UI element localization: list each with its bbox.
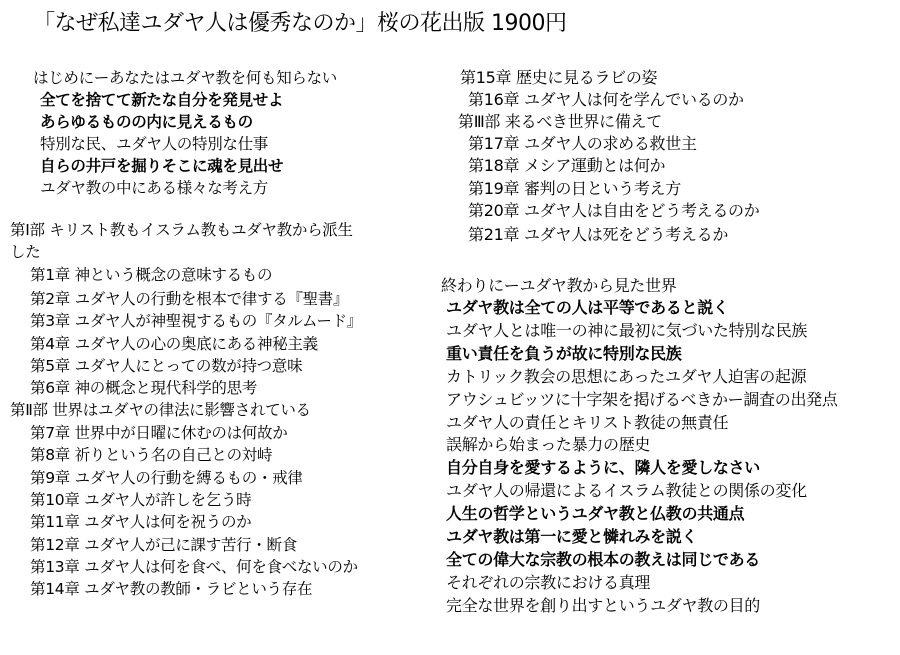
list-item: 誤解から始まった暴力の歴史: [446, 435, 651, 454]
list-item: 第10章 ユダヤ人が許しを乞う時: [30, 491, 252, 509]
list-item: 第16章 ユダヤ人は何を学んでいるのか: [468, 90, 744, 109]
list-item: 第5章 ユダヤ人にとっての数が持つ意味: [30, 357, 303, 375]
list-item: ユダヤ人の責任とキリスト教徒の無責任: [446, 413, 729, 432]
list-item: 第11章 ユダヤ人は何を祝うのか: [30, 513, 252, 531]
list-item: それぞれの宗教における真理: [446, 573, 651, 592]
list-item: 第Ⅱ部 世界はユダヤの律法に影響されている: [10, 401, 311, 419]
list-item: 第2章 ユダヤ人の行動を根本で律する『聖書』: [30, 290, 349, 308]
list-item: 完全な世界を創り出すというユダヤ教の目的: [446, 596, 761, 615]
list-item: 第20章 ユダヤ人は自由をどう考えるのか: [468, 201, 760, 220]
list-item: 第13章 ユダヤ人は何を食べ、何を食べないのか: [30, 558, 358, 576]
list-item: 重い責任を負うが故に特別な民族: [446, 344, 682, 363]
list-item: あらゆるものの内に見えるもの: [40, 113, 253, 131]
list-item: 第Ⅰ部 キリスト教もイスラム教もユダヤ教から派生: [10, 221, 353, 239]
list-item: 全てを捨てて新たな自分を発見せよ: [40, 91, 284, 109]
list-item: ユダヤ人とは唯一の神に最初に気づいた特別な民族: [446, 321, 808, 340]
list-item: ユダヤ教は第一に愛と憐れみを説く: [446, 527, 698, 546]
list-item: 第15章 歴史に見るラビの姿: [460, 68, 658, 87]
list-item: 第9章 ユダヤ人の行動を縛るもの・戒律: [30, 469, 303, 487]
list-item: 自分自身を愛するように、隣人を愛しなさい: [446, 458, 761, 477]
list-item: 第6章 神の概念と現代科学的思考: [30, 379, 257, 397]
list-item: ユダヤ人の帰還によるイスラム教徒との関係の変化: [446, 481, 807, 500]
list-item: 第21章 ユダヤ人は死をどう考えるか: [468, 225, 729, 244]
list-item: 第17章 ユダヤ人の求める救世主: [468, 134, 697, 153]
page-title: 「なぜ私達ユダヤ人は優秀なのか」桜の花出版 1900円: [33, 11, 567, 36]
list-item: 第18章 メシア運動とは何か: [468, 156, 666, 175]
list-item: 第1章 神という概念の意味するもの: [30, 266, 273, 284]
list-item: 第3章 ユダヤ人が神聖視するもの『タルムード』: [30, 312, 362, 330]
list-item: カトリック教会の思想にあったユダヤ人迫害の起源: [446, 367, 807, 386]
list-item: した: [10, 243, 41, 261]
list-item: はじめにーあなたはユダヤ教を何も知らない: [33, 69, 338, 87]
list-item: 人生の哲学というユダヤ教と仏教の共通点: [446, 504, 745, 523]
list-item: 第7章 世界中が日曜に休むのは何故か: [30, 424, 288, 442]
list-item: アウシュビッツに十字架を掲げるべきかー調査の出発点: [446, 390, 838, 409]
list-item: ユダヤ教の中にある様々な考え方: [40, 179, 269, 197]
list-item: 第14章 ユダヤ教の教師・ラビという存在: [30, 580, 313, 598]
list-item: 第Ⅲ部 来るべき世界に備えて: [458, 112, 662, 131]
list-item: 全ての偉大な宗教の根本の教えは同じである: [446, 550, 761, 569]
list-item: 終わりにーユダヤ教から見た世界: [441, 276, 677, 295]
list-item: 特別な民、ユダヤ人の特別な仕事: [40, 135, 269, 153]
list-item: 第4章 ユダヤ人の心の奥底にある神秘主義: [30, 335, 318, 353]
list-item: 第12章 ユダヤ人が己に課す苦行・断食: [30, 536, 297, 554]
list-item: 第8章 祈りという名の自己との対峙: [30, 446, 273, 464]
list-item: 第19章 審判の日という考え方: [468, 179, 681, 198]
list-item: 自らの井戸を掘りそこに魂を見出せ: [40, 157, 284, 175]
list-item: ユダヤ教は全ての人は平等であると説く: [446, 298, 729, 317]
